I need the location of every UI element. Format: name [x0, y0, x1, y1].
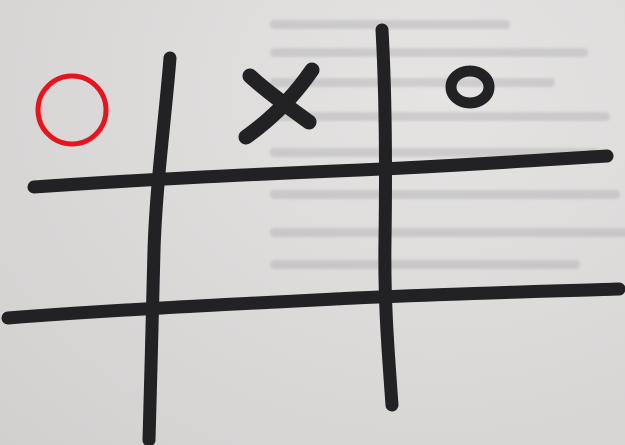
cell-r1-c2[interactable] — [155, 0, 380, 170]
cell-r1-c3[interactable] — [380, 0, 625, 160]
cell-r1-c1[interactable] — [0, 0, 155, 180]
cell-r3-c1[interactable] — [0, 305, 155, 445]
cell-r2-c1[interactable] — [0, 185, 155, 305]
cell-r2-c2[interactable] — [155, 180, 380, 300]
cell-r2-c3[interactable] — [380, 170, 625, 295]
cell-r3-c2[interactable] — [155, 300, 380, 445]
cell-r3-c3[interactable] — [380, 295, 625, 445]
